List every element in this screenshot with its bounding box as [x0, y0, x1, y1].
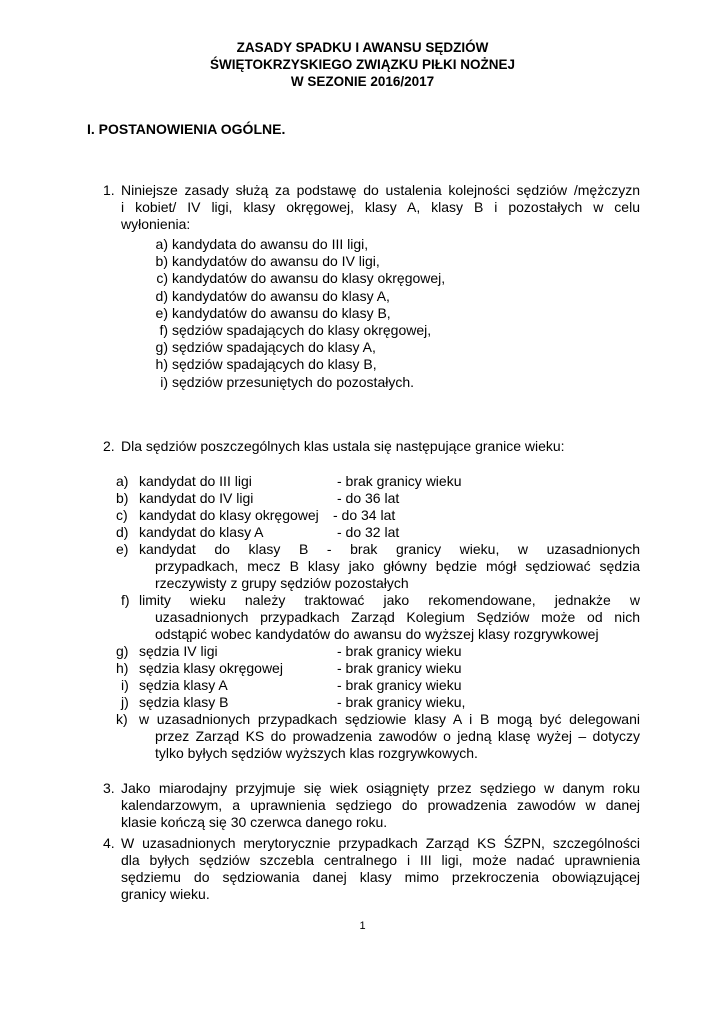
p2-a-value: - brak granicy wieku [337, 473, 462, 489]
p1-item-marker: e) [155, 305, 168, 321]
p1-item-text: sędziów przesuniętych do pozostałych. [172, 374, 415, 390]
p2-h-marker: h) [116, 660, 129, 676]
p2-f-line-1: limity wieku należy traktować jako rekomendowane, jednakże w [139, 592, 640, 608]
p1-item-text: kandydatów do awansu do klasy A, [172, 288, 390, 304]
p1-number: 1. [103, 182, 115, 198]
p1-item-marker: f) [159, 322, 168, 338]
p2-k-line-3: tylko byłych sędziów wyższych klas rozgrywkowych. [155, 745, 478, 761]
p2-a-text: kandydat do III ligi [139, 473, 252, 489]
doc-title-line-2: ŚWIĘTOKRZYSKIEGO ZWIĄZKU PIŁKI NOŻNEJ [209, 57, 515, 72]
p2-f-marker: f) [121, 592, 130, 608]
p4-number: 4. [103, 835, 115, 851]
p2-a-marker: a) [116, 473, 129, 489]
p2-b-marker: b) [116, 490, 129, 506]
page-number: 1 [359, 920, 366, 932]
p3-line-2: kalendarzowym, a uprawnienia sędziego do prowadzenia zawodów w danej [121, 797, 640, 813]
p2-h-value: - brak granicy wieku [337, 660, 462, 676]
p1-item-text: sędziów spadających do klasy okręgowej, [172, 322, 432, 338]
p2-g-text: sędzia IV ligi [139, 643, 218, 659]
p2-d-text: kandydat do klasy A [139, 524, 264, 540]
p2-h-text: sędzia klasy okręgowej [139, 660, 283, 676]
p2-k-line-2: przez Zarząd KS do prowadzenia zawodów o jedną klasę wyżej – dotyczy [155, 728, 640, 744]
p2-k-line-1: w uzasadnionych przypadkach sędziowie klasy A i B mogą być delegowani [139, 711, 640, 727]
p1-item-text: kandydata do awansu do III ligi, [172, 236, 369, 252]
p1-item-text: kandydatów do awansu do klasy B, [172, 305, 391, 321]
p2-c-marker: c) [116, 507, 128, 523]
p1-item-marker: b) [155, 253, 168, 269]
p2-j-text: sędzia klasy B [139, 694, 229, 710]
p1-item-text: kandydatów do awansu do IV ligi, [172, 253, 380, 269]
p2-number: 2. [103, 438, 115, 454]
p1-item-marker: g) [155, 339, 168, 355]
p3-line-3: klasie kończą się 30 czerwca danego roku. [121, 814, 388, 830]
doc-title-line-3: W SEZONIE 2016/2017 [290, 74, 435, 89]
p4-line-1: W uzasadnionych merytorycznie przypadkach Zarząd KS ŚZPN, szczególności [121, 835, 640, 851]
p2-g-marker: g) [116, 643, 129, 659]
p2-i-text: sędzia klasy A [139, 677, 228, 693]
p4-line-2: dla byłych sędziów szczebla centralnego i III ligi, może nadać uprawnienia [121, 852, 640, 868]
p1-item-marker: h) [155, 356, 168, 372]
section-heading: I. POSTANOWIENIA OGÓLNE. [87, 121, 286, 137]
p1-item-marker: i) [160, 374, 168, 390]
p3-line-1: Jako miarodajny przyjmuje się wiek osiągnięty przez sędziego w danym roku [121, 780, 640, 796]
p4-line-4: granicy wieku. [121, 886, 210, 902]
p2-e-line-3: rzeczywisty z grupy sędziów pozostałych [155, 575, 409, 591]
p2-j-value: - brak granicy wieku, [337, 694, 466, 710]
p1-item-text: sędziów spadających do klasy A, [172, 339, 376, 355]
p1-line-2: i kobiet/ IV ligi, klasy okręgowej, klasy A, klasy B i pozostałych w celu [121, 199, 640, 215]
p2-d-marker: d) [116, 524, 129, 540]
p2-f-line-3: odstąpić wobec kandydatów do awansu do wyższej klasy rozgrywkowej [155, 626, 599, 642]
p1-item-text: kandydatów do awansu do klasy okręgowej, [172, 270, 446, 286]
p2-d-value: - do 32 lat [337, 524, 400, 540]
p4-line-3: sędziemu do sędziowania danej klasy mimo przekroczenia obowiązującej [121, 869, 640, 885]
p3-number: 3. [103, 780, 115, 796]
p2-j-marker: j) [121, 694, 129, 710]
p2-k-marker: k) [116, 711, 128, 727]
p2-f-line-2: uzasadnionych przypadkach Zarząd Kolegium Sędziów może od nich [155, 609, 640, 625]
p1-item-marker: d) [155, 288, 168, 304]
p1-item-text: sędziów spadających do klasy B, [172, 356, 377, 372]
p2-intro: Dla sędziów poszczególnych klas ustala się następujące granice wieku: [121, 438, 565, 454]
p2-i-marker: i) [121, 677, 129, 693]
p2-e-line-1: kandydat do klasy B - brak granicy wieku, w uzasadnionych [139, 541, 640, 557]
p1-item-marker: c) [156, 270, 168, 286]
p2-e-line-2: przypadkach, mecz B klasy jako główny będzie mógł sędziować sędzia [155, 558, 640, 574]
p1-item-marker: a) [155, 236, 168, 252]
p2-b-text: kandydat do IV ligi [139, 490, 254, 506]
p2-b-value: - do 36 lat [337, 490, 400, 506]
doc-title-line-1: ZASADY SPADKU I AWANSU SĘDZIÓW [236, 40, 489, 55]
p2-e-marker: e) [116, 541, 129, 557]
p1-line-1: Niniejsze zasady służą za podstawę do ustalenia kolejności sędziów /mężczyzn [121, 182, 640, 198]
p2-i-value: - brak granicy wieku [337, 677, 462, 693]
p2-c-value: - do 34 lat [333, 507, 396, 523]
p2-g-value: - brak granicy wieku [337, 643, 462, 659]
p2-c-text: kandydat do klasy okręgowej [139, 507, 319, 523]
p1-line-3: wyłonienia: [121, 216, 191, 232]
